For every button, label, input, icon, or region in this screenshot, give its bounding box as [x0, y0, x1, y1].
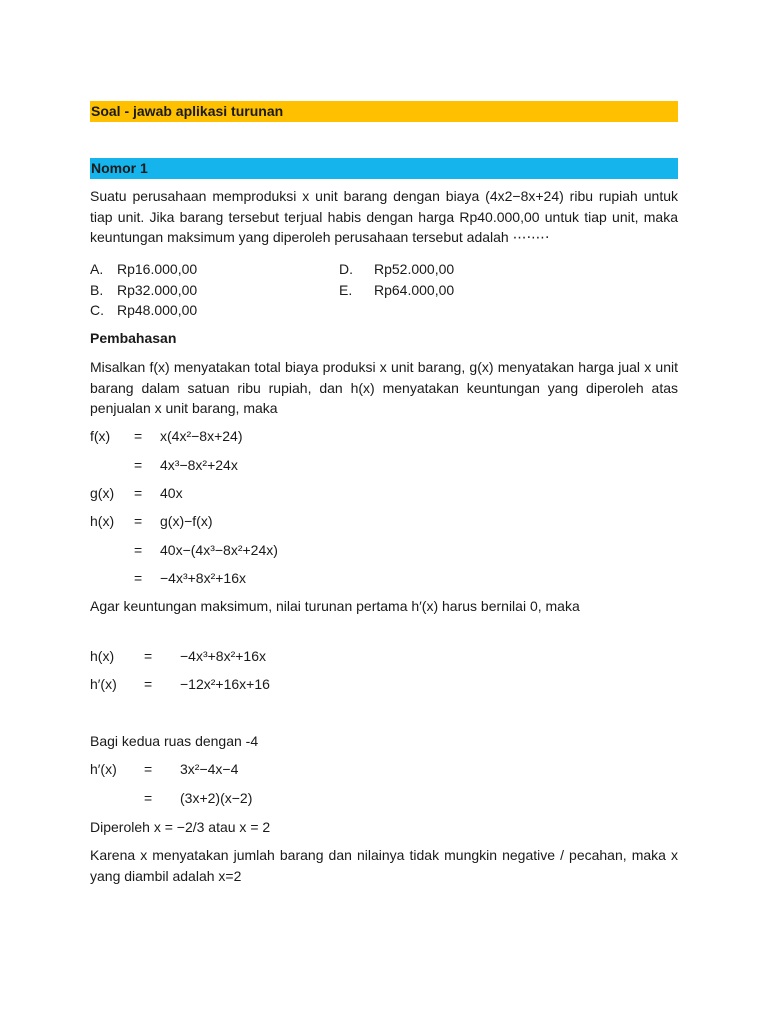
eq2-row1-rhs: −4x³+8x²+16x [180, 648, 266, 664]
eq2-row2-rhs: −12x²+16x+16 [180, 676, 270, 692]
option-b-letter: B. [90, 282, 104, 298]
eq1-row3-rhs: 40x [160, 485, 183, 501]
option-e-text: Rp64.000,00 [374, 282, 455, 298]
eq3-row1-lhs: h′(x) [90, 761, 117, 777]
eq2-row1-lhs: h(x) [90, 648, 115, 664]
eq1-row4-eq: = [134, 513, 143, 529]
eq1-row2-eq: = [134, 457, 143, 473]
section-title: Nomor 1 [91, 160, 148, 176]
result-text: Diperoleh x = −2/3 atau x = 2 [90, 819, 271, 835]
eq2-row2-lhs: h′(x) [90, 676, 117, 692]
eq1-row1-rhs: x(4x²−8x+24) [160, 428, 243, 444]
option-a-text: Rp16.000,00 [117, 261, 198, 277]
option-c-text: Rp48.000,00 [117, 302, 198, 318]
page-title: Soal - jawab aplikasi turunan [91, 103, 284, 119]
option-e-letter: E. [339, 282, 353, 298]
eq1-row6-eq: = [134, 570, 143, 586]
eq3-row1-rhs: 3x²−4x−4 [180, 761, 239, 777]
eq1-row4-lhs: h(x) [90, 513, 115, 529]
page-title-bar [90, 101, 678, 122]
eq1-row5-rhs: 40x−(4x³−8x²+24x) [160, 542, 278, 558]
question-text: Suatu perusahaan memproduksi x unit barang dengan biaya (4x2−8x+24) ribu rupiah untuk tiap unit. Jika barang tersebut terjual habis dengan harga Rp40.000,00 untuk tiap unit, maka keuntungan maksimum yang diperoleh perusahaan tersebut adalah ⋯⋅⋯⋅ [90, 188, 678, 245]
divide-note: Bagi kedua ruas dengan -4 [90, 733, 259, 749]
eq1-row2-rhs: 4x³−8x²+24x [160, 457, 238, 473]
eq1-row5-eq: = [134, 542, 143, 558]
eq1-row4-rhs: g(x)−f(x) [160, 513, 213, 529]
eq2-row2-eq: = [144, 676, 153, 692]
option-d-text: Rp52.000,00 [374, 261, 455, 277]
eq3-row2-eq: = [144, 790, 153, 806]
section-header-bar [90, 158, 678, 179]
discussion-heading: Pembahasan [90, 330, 177, 346]
eq1-row6-rhs: −4x³+8x²+16x [160, 570, 246, 586]
eq1-row3-lhs: g(x) [90, 485, 115, 501]
maximum-condition-text: Agar keuntungan maksimum, nilai turunan pertama h′(x) harus bernilai 0, maka [90, 598, 580, 614]
eq1-row3-eq: = [134, 485, 143, 501]
option-c-letter: C. [90, 302, 104, 318]
eq1-row1-lhs: f(x) [90, 428, 111, 444]
option-a-letter: A. [90, 261, 104, 277]
eq3-row2-rhs: (3x+2)(x−2) [180, 790, 253, 806]
eq3-row1-eq: = [144, 761, 153, 777]
eq1-row1-eq: = [134, 428, 143, 444]
discussion-intro: Misalkan f(x) menyatakan total biaya produksi x unit barang, g(x) menyatakan harga jual x unit barang dalam satuan ribu rupiah, dan h(x) menyatakan keuntungan yang diperoleh atas penjualan x unit barang, maka [90, 359, 678, 416]
option-b-text: Rp32.000,00 [117, 282, 198, 298]
conclusion-text: Karena x menyatakan jumlah barang dan nilainya tidak mungkin negative / pecahan, maka x yang diambil adalah x=2 [90, 847, 678, 884]
option-d-letter: D. [339, 261, 353, 277]
eq2-row1-eq: = [144, 648, 153, 664]
